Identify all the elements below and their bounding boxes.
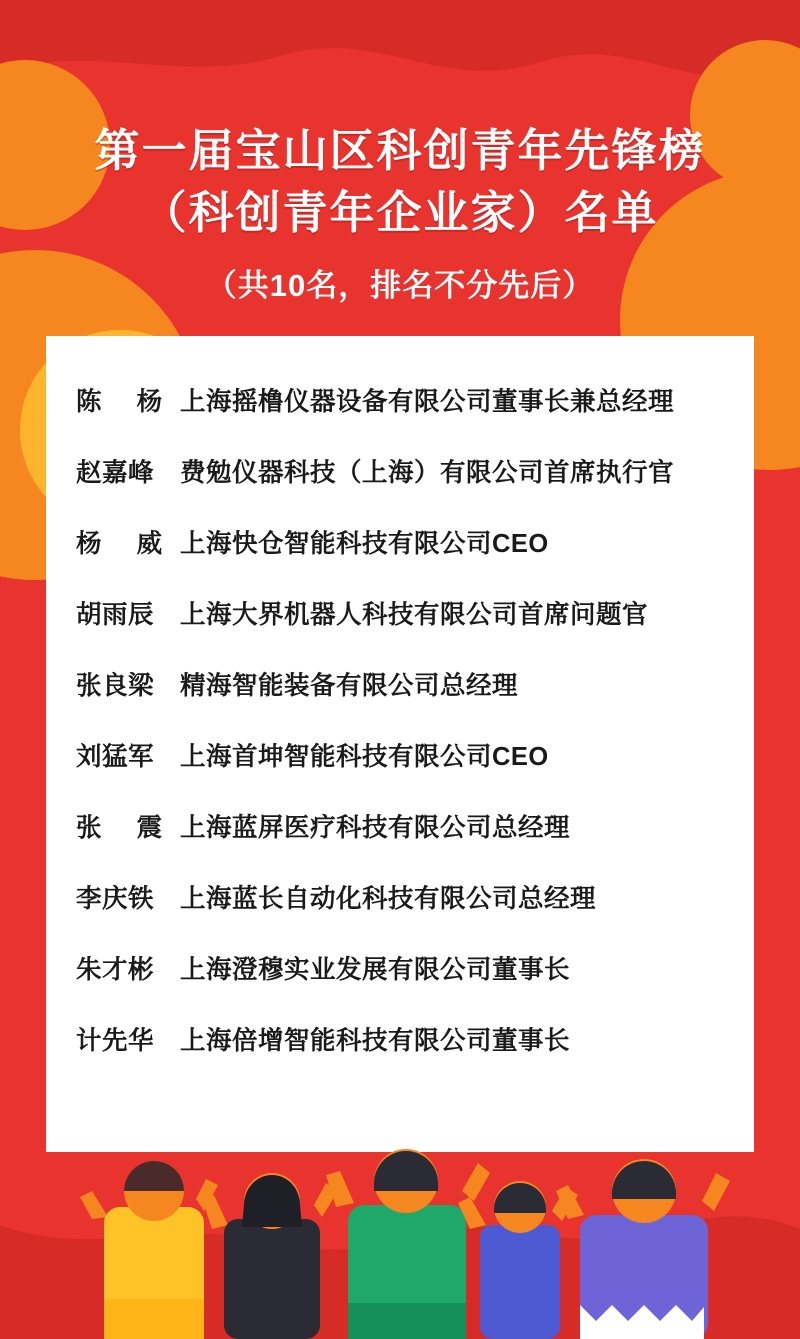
crowd-person-blue <box>458 1181 578 1339</box>
person-org: 上海首坤智能科技有限公司CEO <box>180 743 549 771</box>
crowd-person-green <box>326 1149 490 1339</box>
person-org: 精海智能装备有限公司总经理 <box>180 672 519 700</box>
crowd-person-purple <box>556 1159 730 1339</box>
person-org: 上海蓝屏医疗科技有限公司总经理 <box>180 814 571 842</box>
list-item <box>76 737 724 808</box>
list-item <box>76 453 724 524</box>
person-org: 上海倍增智能科技有限公司董事长 <box>180 1027 571 1055</box>
person-org: 费勉仪器科技（上海）有限公司首席执行官 <box>180 459 675 487</box>
person-name: 刘猛军 <box>76 743 155 771</box>
list-item <box>76 950 724 1021</box>
person-name: 张良梁 <box>76 672 155 700</box>
person-org: 上海蓝长自动化科技有限公司总经理 <box>180 885 597 913</box>
crowd-person-pink <box>202 1173 338 1339</box>
list-item <box>76 808 724 879</box>
list-item <box>76 879 724 950</box>
person-name: 张 震 <box>76 814 177 842</box>
list-item <box>76 666 724 737</box>
crowd-person-yellow <box>80 1161 218 1339</box>
person-org: 上海快仓智能科技有限公司CEO <box>180 530 549 558</box>
list-item <box>76 595 724 666</box>
person-name: 计先华 <box>76 1027 155 1055</box>
person-org: 上海大界机器人科技有限公司首席问题官 <box>180 601 649 629</box>
person-name: 陈 杨 <box>76 388 177 416</box>
person-name: 赵嘉峰 <box>76 459 155 487</box>
title-line-2: （科创青年企业家）名单 <box>141 187 659 238</box>
person-org: 上海摇橹仪器设备有限公司董事长兼总经理 <box>180 388 675 416</box>
person-org: 上海澄穆实业发展有限公司董事长 <box>180 956 571 984</box>
person-name: 胡雨辰 <box>76 601 155 629</box>
list-item <box>76 524 724 595</box>
list-item <box>76 382 724 453</box>
poster-subtitle: （共10名，排名不分先后） <box>205 268 595 303</box>
name-list-card <box>46 336 754 1152</box>
crowd-illustration <box>0 1079 800 1339</box>
person-name: 朱才彬 <box>76 956 155 984</box>
person-name: 杨 威 <box>76 530 177 558</box>
wave-top-decoration <box>0 0 800 120</box>
person-name: 李庆铁 <box>76 885 155 913</box>
poster-heading <box>0 120 800 305</box>
name-list <box>76 382 724 1092</box>
title-line-1: 第一届宝山区科创青年先锋榜 <box>94 125 706 176</box>
